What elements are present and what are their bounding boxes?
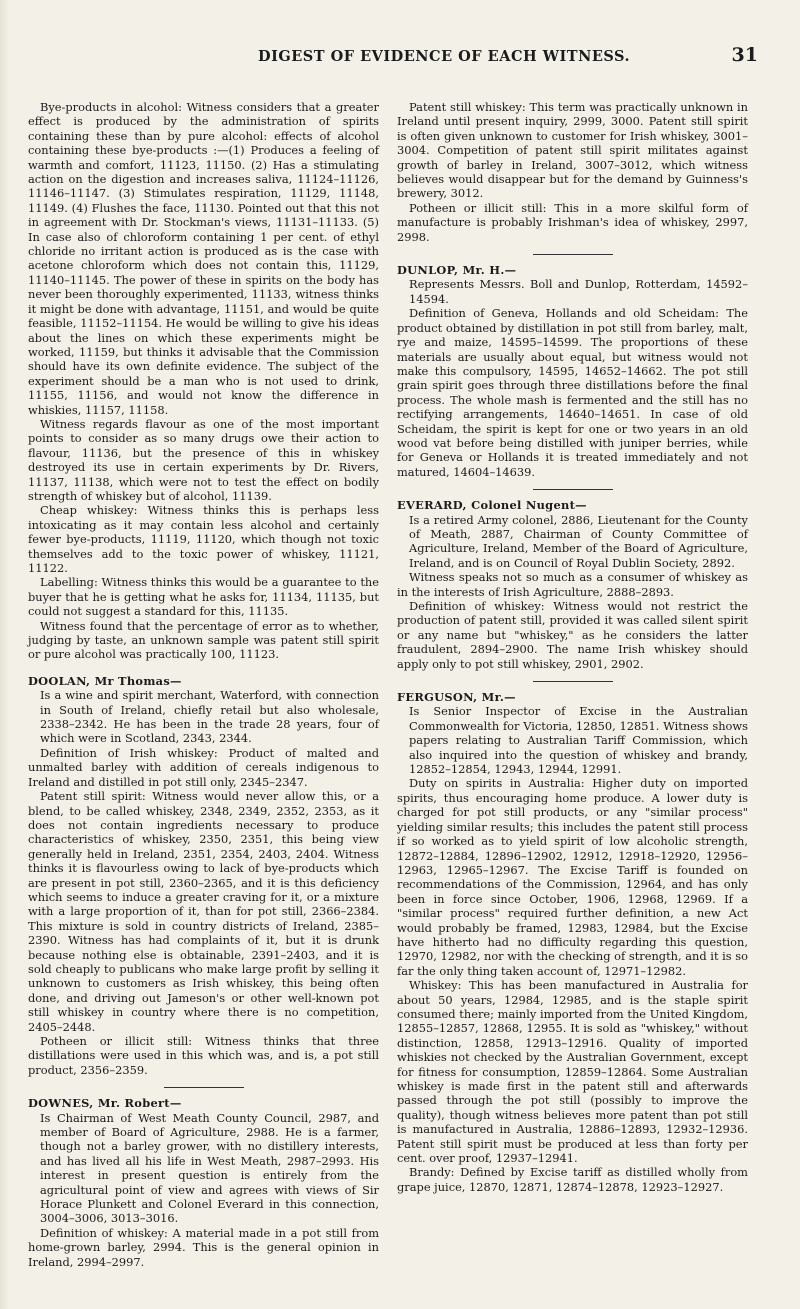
witness-description: Is a wine and spirit merchant, Waterford, with connection in South of Ireland, chiefly retail but also wholesale, 2338–2342. He has been in the trade 28 years, four of which were in Scotland, 2343, 2344. (40, 688, 379, 746)
witness-name: DOOLAN, Mr Thomas— (28, 673, 182, 688)
paragraph: Definition of Irish whiskey: Product of malted and unmalted barley with addition of cereals indigenous to Ireland and distilled in pot still only, 2345–2347. (28, 745, 379, 789)
paragraph: Witness found that the percentage of error as to whether, judging by taste, an unknown sample was patent still spirit or pure alcohol was practically 100, 11123. (28, 618, 379, 662)
page-header (258, 44, 758, 72)
section-divider (533, 681, 613, 682)
paragraph: Witness regards flavour as one of the most important points to consider as so many drugs owe their action to flavour, 11136, but the presence of this in whiskey destroyed its use in certain experiments by Dr. Rivers, 11137, 11138, which were not to test the effect on bodily strength of whiskey but of alcohol, 11139. (28, 416, 379, 503)
witness-description: Is Senior Inspector of Excise in the Australian Commonwealth for Victoria, 12850, 12851. Witness shows papers relating to Australian Tariff Commission, which also inquired into the question of whiskey and brandy, 12852–12854, 12943, 12944, 12991. (409, 704, 748, 777)
witness-entry-everard (397, 498, 748, 671)
paragraph: Potheen or illicit still: This in a more skilful form of manufacture is probably Irishman's idea of whiskey, 2997, 2998. (397, 200, 748, 244)
paragraph: Patent still whiskey: This term was practically unknown in Ireland until present inquiry, 2999, 3000. Patent still spirit is often given unknown to customer for Irish whiskey, 3001–3004. Competition of patent still spirit militates against growth of barley in Ireland, 3007–3012, which witness believes would disappear but for the demand by Guinness's brewery, 3012. (397, 100, 748, 201)
paragraph: Bye-products in alcohol: Witness considers that a greater effect is produced by the administration of spirits containing these than by pure alcohol: effects of alcohol containing these bye-products :—(1) Produces a feeling of warmth and comfort, 11123, 11150. (2) Has a stimulating action on the digestion and increases saliva, 11124–11126, 11146–11147. (3) Stimulates respiration, 11129, 11148, 11149. (4) Flushes the face, 11130. Pointed out that this not in agreement with Dr. Stockman's views, 11131–11133. (5) In case also of chloroform containing 1 per cent. of ethyl chloride no irritant action is produced as is the case with acetone chloroform which does not contain this, 11129, 11140–11145. The power of these in spirits on the body has never been thoroughly experimented, 11133, witness thinks it might be done with advantage, 11151, and would be quite feasible, 11152–11154. He would be willing to give his ideas about the lines on which these experiments might be worked, 11159, but thinks it advisable that the Commission should have its own definite evidence. The subject of the experiment should be a man who is not used to drink, 11155, 11156, and would not know the difference in whiskies, 11157, 11158. (28, 100, 379, 417)
paragraph: Labelling: Witness thinks this would be a guarantee to the buyer that he is getting what he asks for, 11134, 11135, but could not suggest a standard for this, 11135. (28, 575, 379, 619)
paragraph: Witness speaks not so much as a consumer of whiskey as in the interests of Irish Agriculture, 2888–2893. (397, 570, 748, 599)
left-column (28, 100, 379, 1269)
paragraph: Definition of whiskey: Witness would not restrict the production of patent still, provided it was called silent spirit or any name but "whiskey," as he considers the latter fraudulent, 2894–2900. The name Irish whiskey should apply only to pot still whiskey, 2901, 2902. (397, 599, 748, 671)
witness-entry-downes (28, 1096, 379, 1269)
witness-description: Is Chairman of West Meath County Council, 2987, and member of Board of Agriculture, 2988. He is a farmer, though not a barley grower, with no distillery interests, and has lived all his life in West Meath, 2987–2993. His interest in present question is entirely from the agricultural point of view and agrees with views of Sir Horace Plunkett and Colonel Everard in this connection, 3004–3006, 3013–3016. (40, 1110, 379, 1226)
paragraph: Definition of Geneva, Hollands and old Scheidam: The product obtained by distillation in pot still from barley, malt, rye and maize, 14595–14599. The proportions of these materials are usually about equal, but witness would not make this compulsory, 14595, 14652–14662. The pot still grain spirit goes through three distillations before the final process. The whole mash is fermented and the still has no rectifying arrangements, 14640–14651. In case of old Scheidam, the spirit is kept for one or two years in an old wood vat before being distilled with juniper berries, while for Geneva or Hollands it is treated immediately and not matured, 14604–14639. (397, 306, 748, 479)
paragraph: Brandy: Defined by Excise tariff as distilled wholly from grape juice, 12870, 12871, 12874–12878, 12923–12927. (397, 1165, 748, 1194)
witness-entry-doolan (28, 674, 379, 1077)
section-divider (533, 489, 613, 490)
paragraph: Patent still spirit: Witness would never allow this, or a blend, to be called whiskey, 2348, 2349, 2352, 2353, as it does not contain ingredients necessary to produce characteristics of whiskey, 2350, 2351, this being view generally held in Ireland, 2351, 2354, 2403, 2404. Witness thinks it is flavourless owing to lack of bye-products which are present in pot still, 2360–2365, and it is this deficiency which seems to induce a greater craving for it, or a mixture with a large proportion of it, than for pot still, 2366–2384. This mixture is sold in country districts of Ireland, 2385–2390. Witness has had complaints of it, but it is drunk because nothing else is obtainable, 2391–2403, and it is sold cheaply to publicans who make large profit by selling it unknown to customers as Irish whiskey, this being often done, and driving out Jameson's or other well-known pot still whiskey in country where there is no competition, 2405–2448. (28, 789, 379, 1034)
paragraph: Definition of whiskey: A material made in a pot still from home-grown barley, 2994. This is the general opinion in Ireland, 2994–2997. (28, 1225, 379, 1269)
witness-description: Represents Messrs. Boll and Dunlop, Rotterdam, 14592–14594. (409, 277, 748, 306)
running-title: DIGEST OF EVIDENCE OF EACH WITNESS. (258, 48, 631, 65)
witness-entry-ferguson (397, 690, 748, 1194)
paragraph: Whiskey: This has been manufactured in Australia for about 50 years, 12984, 12985, and is the staple spirit consumed there; mainly imported from the United Kingdom, 12855–12857, 12868, 12955. It is sold as "whiskey," without distinction, 12858, 12913–12916. Quality of imported whiskies not checked by the Australian Government, except for fitness for consumption, 12859–12864. Some Australian whiskey is made first in the patent still and afterwards passed through the pot still (possibly to improve the quality), though witness believes more patent than pot still is manufactured in Australia, 12886–12893, 12932–12936. Patent still spirit must be produced at less than forty per cent. over proof, 12937–12941. (397, 978, 748, 1166)
witness-name: DOWNES, Mr. Robert— (28, 1096, 182, 1111)
paragraph: Duty on spirits in Australia: Higher duty on imported spirits, thus encouraging home produce. A lower duty is charged for pot still products, or any "similar process" yielding similar results; this includes the patent still process if so worked as to yield spirit of low alcoholic strength, 12872–12884, 12896–12902, 12912, 12918–12920, 12956–12963, 12965–12967. The Excise Tariff is founded on recommendations of the Commission, 12964, and has only been in force since October, 1906, 12968, 12969. If a "similar process" required further definition, a new Act would probably be framed, 12983, 12984, but the Excise have hitherto had no difficulty regarding this question, 12970, 12982, nor with the checking of strength, and it is so far the only thing taken account of, 12971–12982. (397, 776, 748, 978)
right-column (397, 100, 748, 1194)
page-number: 31 (731, 44, 758, 66)
paragraph: Potheen or illicit still: Witness thinks that three distillations were used in this which was, and is, a pot still product, 2356–2359. (28, 1034, 379, 1077)
witness-name: DUNLOP, Mr. H.— (397, 263, 517, 278)
paragraph: Cheap whiskey: Witness thinks this is perhaps less intoxicating as it may contain less alcohol and certainly fewer bye-products, 11119, 11120, which though not toxic themselves add to the toxic power of whiskey, 11121, 11122. (28, 503, 379, 575)
witness-name: FERGUSON, Mr.— (397, 690, 516, 705)
witness-entry-dunlop (397, 263, 748, 479)
witness-name: EVERARD, Colonel Nugent— (397, 498, 587, 513)
section-divider (533, 254, 613, 255)
section-divider (164, 1087, 244, 1088)
witness-description: Is a retired Army colonel, 2886, Lieutenant for the County of Meath, 2887, Chairman of County Committee of Agriculture, Ireland, Member of the Board of Agriculture, Ireland, and is on Council of Royal Dublin Society, 2892. (409, 512, 748, 570)
page-edge-shadow (0, 0, 9, 1309)
